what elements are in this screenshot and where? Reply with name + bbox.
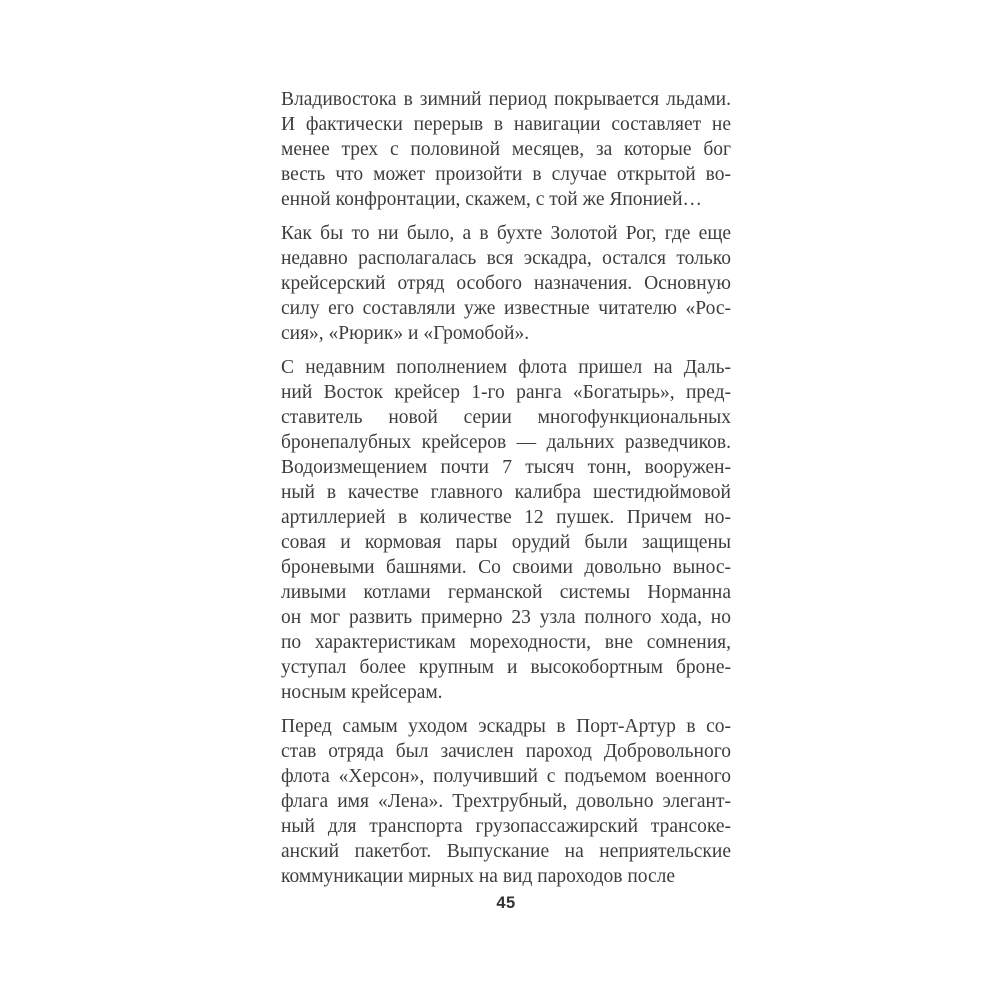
page-text-block bbox=[281, 87, 731, 898]
text-line: И фактически перерыв в навигации составляет не bbox=[281, 114, 731, 135]
text-line: он мог развить примерно 23 узла полного хода, но bbox=[281, 607, 731, 628]
text-line: носным крейсерам. bbox=[281, 682, 443, 703]
paragraph bbox=[281, 87, 731, 212]
paragraph bbox=[281, 714, 731, 889]
text-line: коммуникации мирных на вид пароходов после bbox=[281, 866, 676, 887]
page-footer bbox=[281, 894, 731, 913]
text-line: недавно располагалась вся эскадра, остался только bbox=[281, 248, 731, 269]
text-line: ставитель новой серии многофункциональных bbox=[281, 407, 731, 428]
text-line: енной конфронтации, скажем, с той же Японией… bbox=[281, 189, 703, 210]
page-number: 45 bbox=[496, 894, 516, 912]
text-line: Как бы то ни было, а в бухте Золотой Рог, где еще bbox=[281, 223, 731, 244]
text-line: флага имя «Лена». Трехтрубный, довольно элегант- bbox=[281, 791, 731, 812]
text-line: Перед самым уходом эскадры в Порт-Артур в со- bbox=[281, 716, 731, 737]
text-line: совая и кормовая пары орудий были защищены bbox=[281, 532, 731, 553]
text-line: Водоизмещением почти 7 тысяч тонн, вооружен- bbox=[281, 457, 731, 478]
text-line: сия», «Рюрик» и «Громобой». bbox=[281, 323, 530, 344]
text-line: бронепалубных крейсеров — дальних разведчиков. bbox=[281, 432, 731, 453]
text-line: ливыми котлами германской системы Норманна bbox=[281, 582, 731, 603]
text-line: броневыми башнями. Со своими довольно вынос- bbox=[281, 557, 731, 578]
text-line: Владивостока в зимний период покрывается льдами. bbox=[281, 89, 731, 110]
paragraph bbox=[281, 221, 731, 346]
text-line: ный в качестве главного калибра шестидюймовой bbox=[281, 482, 731, 503]
text-line: флота «Херсон», получивший с подъемом военного bbox=[281, 766, 731, 787]
text-line: по характеристикам мореходности, вне сомнения, bbox=[281, 632, 731, 653]
paragraph bbox=[281, 355, 731, 705]
text-line: силу его составляли уже известные читателю «Рос- bbox=[281, 298, 731, 319]
text-line: став отряда был зачислен пароход Добровольного bbox=[281, 741, 731, 762]
text-line: крейсерский отряд особого назначения. Основную bbox=[281, 273, 731, 294]
text-line: менее трех с половиной месяцев, за которые бог bbox=[281, 139, 731, 160]
text-line: уступал более крупным и высокобортным броне- bbox=[281, 657, 731, 678]
text-line: весть что может произойти в случае открытой во- bbox=[281, 164, 731, 185]
text-line: артиллерией в количестве 12 пушек. Причем но- bbox=[281, 507, 731, 528]
text-line: ный для транспорта грузопассажирский трансоке- bbox=[281, 816, 731, 837]
text-line: ний Восток крейсер 1-го ранга «Богатырь», пред- bbox=[281, 382, 731, 403]
text-line: С недавним пополнением флота пришел на Даль- bbox=[281, 357, 731, 378]
text-line: анский пакетбот. Выпускание на неприятельские bbox=[281, 841, 731, 862]
